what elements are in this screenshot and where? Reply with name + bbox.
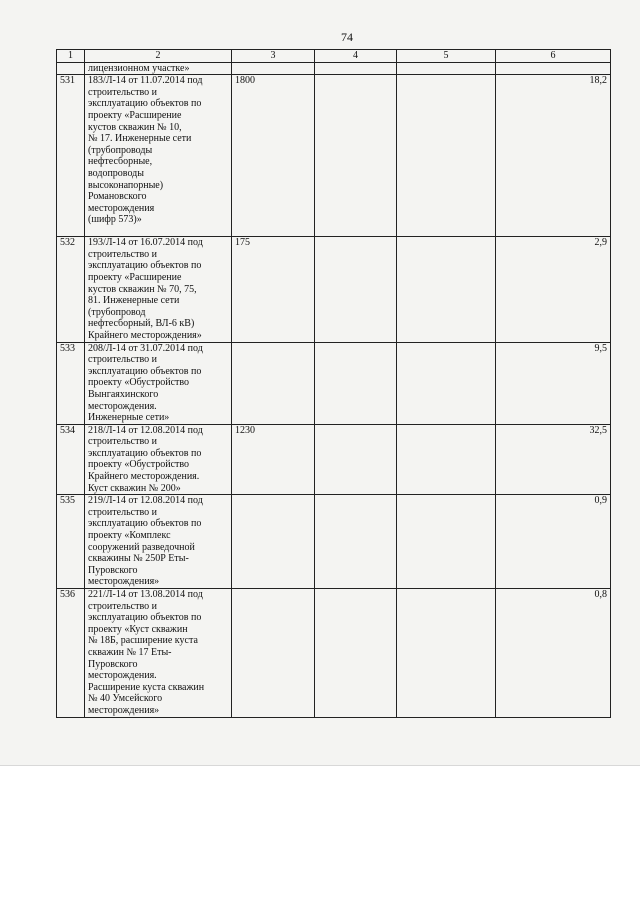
row-col4 bbox=[315, 342, 397, 424]
row-description: 183/Л-14 от 11.07.2014 под строительство и эксплуатацию объектов по проекту «Расширение кустов скважин № 10, № 17. Инженерные сети (трубопроводы нефтесборные, водопроводы высоконапорные) Романовского месторождения (шифр 573)» bbox=[85, 75, 232, 237]
row-col3: 1230 bbox=[232, 424, 315, 495]
row-number: 535 bbox=[57, 495, 85, 589]
row-number: 536 bbox=[57, 589, 85, 718]
column-header: 3 bbox=[232, 50, 315, 63]
row-col5 bbox=[397, 589, 496, 718]
page-number: 74 bbox=[341, 30, 353, 44]
row-col3: 175 bbox=[232, 237, 315, 342]
column-header: 6 bbox=[496, 50, 611, 63]
column-header: 4 bbox=[315, 50, 397, 63]
row-description: 218/Л-14 от 12.08.2014 под строительство и эксплуатацию объектов по проекту «Обустройство Крайнего месторождения. Куст скважин № 200» bbox=[85, 424, 232, 495]
row-col6: 9,5 bbox=[496, 342, 611, 424]
column-header: 1 bbox=[57, 50, 85, 63]
row-col5 bbox=[397, 495, 496, 589]
continuation-text: лицензионном участке» bbox=[85, 62, 232, 75]
row-col6: 32,5 bbox=[496, 424, 611, 495]
row-col5 bbox=[397, 237, 496, 342]
row-number: 532 bbox=[57, 237, 85, 342]
table-row bbox=[57, 495, 611, 589]
row-col4 bbox=[315, 589, 397, 718]
row-col3: 1800 bbox=[232, 75, 315, 237]
row-col3 bbox=[232, 495, 315, 589]
row-col6: 2,9 bbox=[496, 237, 611, 342]
row-col5 bbox=[397, 342, 496, 424]
column-number-row bbox=[57, 50, 611, 63]
row-col6: 0,8 bbox=[496, 589, 611, 718]
row-description: 193/Л-14 от 16.07.2014 под строительство и эксплуатацию объектов по проекту «Расширение кустов скважин № 70, 75, 81. Инженерные сети (трубопровод нефтесборный, ВЛ-6 кВ) Крайнего месторождения» bbox=[85, 237, 232, 342]
row-col6: 0,9 bbox=[496, 495, 611, 589]
row-col4 bbox=[315, 495, 397, 589]
row-col3 bbox=[232, 589, 315, 718]
column-header: 2 bbox=[85, 50, 232, 63]
row-col5 bbox=[397, 75, 496, 237]
row-number: 534 bbox=[57, 424, 85, 495]
row-col3 bbox=[232, 342, 315, 424]
row-col6: 18,2 bbox=[496, 75, 611, 237]
table-row bbox=[57, 424, 611, 495]
table-row bbox=[57, 75, 611, 237]
row-description: 221/Л-14 от 13.08.2014 под строительство и эксплуатацию объектов по проекту «Куст скважин № 18Б, расширение куста скважин № 17 Еты- Пуровского месторождения. Расширение куста скважин № 40 Умсейского месторождения» bbox=[85, 589, 232, 718]
row-description: 219/Л-14 от 12.08.2014 под строительство и эксплуатацию объектов по проекту «Комплекс сооружений разведочной скважины № 250Р Еты- Пуровского месторождения» bbox=[85, 495, 232, 589]
table-row bbox=[57, 589, 611, 718]
continuation-row bbox=[57, 62, 611, 75]
table-row bbox=[57, 342, 611, 424]
row-col4 bbox=[315, 424, 397, 495]
row-col5 bbox=[397, 424, 496, 495]
row-number: 531 bbox=[57, 75, 85, 237]
land-plot-table bbox=[56, 49, 611, 718]
table-row bbox=[57, 237, 611, 342]
column-header: 5 bbox=[397, 50, 496, 63]
row-col4 bbox=[315, 237, 397, 342]
row-col4 bbox=[315, 75, 397, 237]
row-description: 208/Л-14 от 31.07.2014 под строительство и эксплуатацию объектов по проекту «Обустройство Вынгаяхинского месторождения. Инженерные сети» bbox=[85, 342, 232, 424]
row-number: 533 bbox=[57, 342, 85, 424]
